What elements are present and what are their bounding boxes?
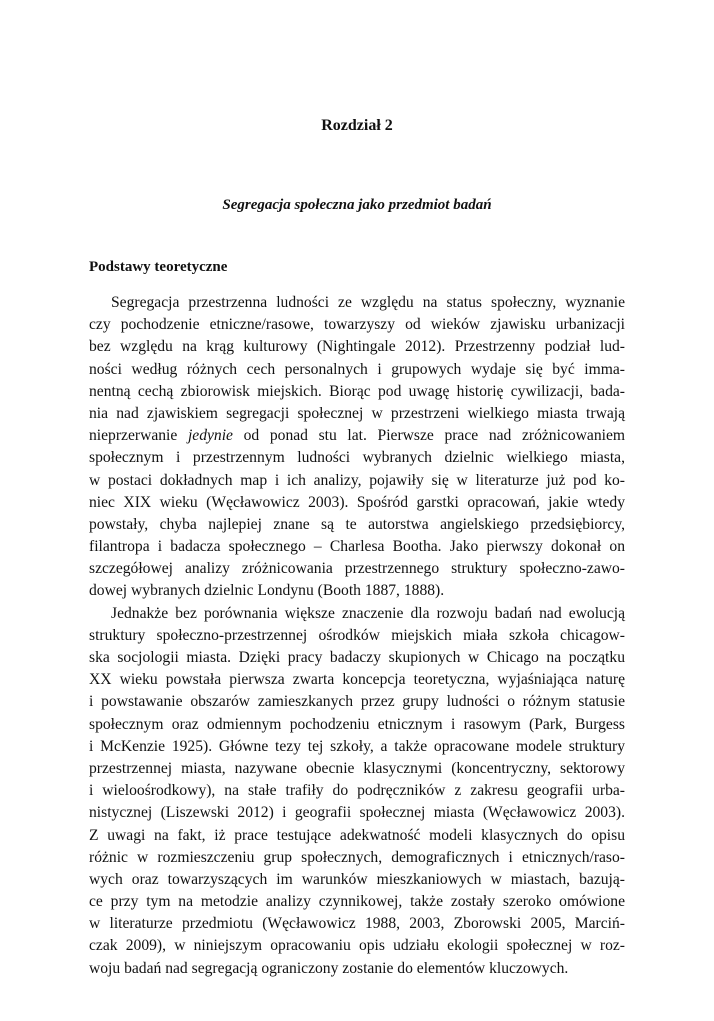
text-line: nentną cechą zbiorowisk miejskich. Biorąc pod uwagę historię cywilizacji, bada- <box>89 382 625 400</box>
text-line: ności według różnych cech personalnych i grupowych wydaje się być imma- <box>89 360 625 378</box>
text-line: woju badań nad segregacją ograniczony zostanie do elementów kluczowych. <box>89 959 569 977</box>
text-line: Jednakże bez porównania większe znaczenie dla rozwoju badań nad ewolucją <box>111 604 625 622</box>
text-line: filantropa i badacza społecznego – Charlesa Bootha. Jako pierwszy dokonał on <box>89 538 625 556</box>
text-line: w literaturze przedmiotu (Węcławowicz 1988, 2003, Zborowski 2005, Marciń- <box>89 915 625 933</box>
section-heading: Podstawy teoretyczne <box>89 259 228 275</box>
text-line: nistycznej (Liszewski 2012) i geografii społecznej miasta (Węcławowicz 2003). <box>89 804 625 822</box>
text-line: czy pochodzenie etniczne/rasowe, towarzyszy od wieków zjawisku urbanizacji <box>89 316 625 334</box>
text-line: w postaci dokładnych map i ich analizy, pojawiły się w literaturze już pod ko- <box>89 471 625 489</box>
text-line: czak 2009), w niniejszym opracowaniu opis udziału ekologii społecznej w roz- <box>89 937 625 955</box>
text-line: bez względu na krąg kulturowy (Nightingale 2012). Przestrzenny podział lud- <box>89 338 625 356</box>
chapter-subtitle: Segregacja społeczna jako przedmiot badań <box>222 197 492 213</box>
body-text <box>89 292 625 980</box>
text-line: struktury społeczno-przestrzennej ośrodków miejskich miała szkoła chicagow- <box>89 626 625 644</box>
paragraph-1 <box>89 292 625 603</box>
text-line: przestrzennej miasta, nazywane obecnie klasycznymi (koncentryczny, sektorowy <box>89 759 625 777</box>
chapter-title: Rozdział 2 <box>321 117 393 134</box>
text-line: społecznym oraz odmiennym pochodzeniu etnicznym i rasowym (Park, Burgess <box>89 715 625 733</box>
text-line: dowej wybranych dzielnic Londynu (Booth 1887, 1888). <box>89 582 445 600</box>
text-line: społecznym i przestrzennym ludności wybranych dzielnic wielkiego miasta, <box>89 449 625 467</box>
emphasized-word: jedynie <box>187 427 233 445</box>
text-line: wych oraz towarzyszących im warunków mieszkaniowych w miastach, bazują- <box>89 870 625 888</box>
text-line: powstały, chyba najlepiej znane są te autorstwa angielskiego przedsiębiorcy, <box>89 515 625 533</box>
text-line-with-emphasis <box>89 425 625 447</box>
text-line: Segregacja przestrzenna ludności ze względu na status społeczny, wyznanie <box>111 294 625 311</box>
text-line: XX wieku powstała pierwsza zwarta koncepcja teoretyczna, wyjaśniająca naturę <box>89 671 625 689</box>
text-segment: od ponad stu lat. Pierwsze prace nad zróżnicowaniem <box>243 427 626 445</box>
text-line: niec XIX wieku (Węcławowicz 2003). Spośród garstki opracowań, jakie wtedy <box>89 493 625 511</box>
text-line: i McKenzie 1925). Główne tezy tej szkoły, a także opracowane modele struktury <box>89 737 625 755</box>
text-line: Z uwagi na fakt, iż prace testujące adekwatność modeli klasycznych do opisu <box>89 826 625 844</box>
text-line: nia nad zjawiskiem segregacji społecznej w przestrzeni wielkiego miasta trwają <box>89 404 625 422</box>
text-line: szczegółowej analizy zróżnicowania przestrzennego struktury społeczno-zawo- <box>89 560 625 578</box>
text-line: i wieloośrodkowy), na stałe trafiły do podręczników z zakresu geografii urba- <box>89 782 625 800</box>
text-line: i powstawanie obszarów zamieszkanych przez grupy ludności o różnym statusie <box>89 693 625 711</box>
paragraph-2 <box>89 603 625 980</box>
text-line: ska socjologii miasta. Dzięki pracy badaczy skupionych w Chicago na początku <box>89 649 625 666</box>
text-segment: nieprzerwanie <box>89 427 178 445</box>
text-line: ce przy tym na metodzie analizy czynnikowej, także zostały szeroko omówione <box>89 893 625 911</box>
text-line: różnic w rozmieszczeniu grup społecznych, demograficznych i etnicznych/raso- <box>89 848 625 866</box>
